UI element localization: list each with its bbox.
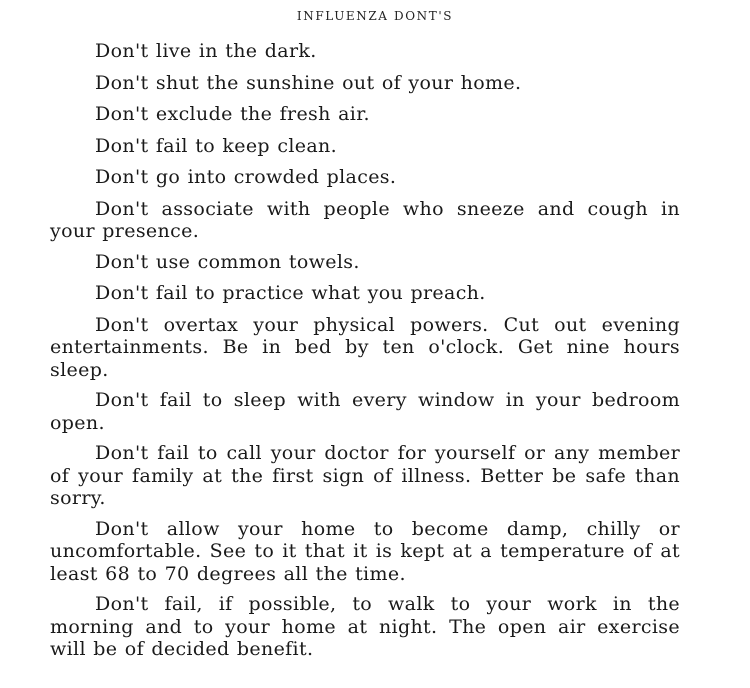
paragraph: Don't exclude the fresh air.: [95, 103, 370, 125]
paragraph: Don't allow your home to become damp, chilly or uncomfortable. See to it that it is kept at a temperature of at least 68 to 70 degrees all the time.: [50, 517, 680, 585]
paragraph: Don't fail to practice what you preach.: [95, 282, 486, 304]
paragraph: Don't use common towels.: [95, 250, 360, 273]
paragraph: Don't fail to keep clean.: [95, 134, 337, 157]
paragraph: Don't go into crowded places.: [95, 166, 397, 188]
paragraph: Don't associate with people who sneeze and cough in your presence.: [50, 197, 680, 242]
paragraph: Don't fail to sleep with every window in your bedroom open.: [50, 389, 680, 434]
paragraph: Don't live in the dark.: [95, 40, 317, 62]
paragraph: Don't fail, if possible, to walk to your work in the morning and to your home at night. The open air exercise will be of decided benefit.: [50, 593, 680, 660]
paragraph: Don't fail to call your doctor for yourself or any member of your family at the first sign of illness. Better be safe than sorry.: [50, 442, 680, 509]
page-header: INFLUENZA DONT'S: [296, 9, 454, 23]
document-body: [50, 40, 680, 669]
paragraph: Don't shut the sunshine out of your home.: [95, 71, 522, 94]
paragraph: Don't overtax your physical powers. Cut out evening entertainments. Be in bed by ten o'clock. Get nine hours sleep.: [50, 313, 680, 381]
